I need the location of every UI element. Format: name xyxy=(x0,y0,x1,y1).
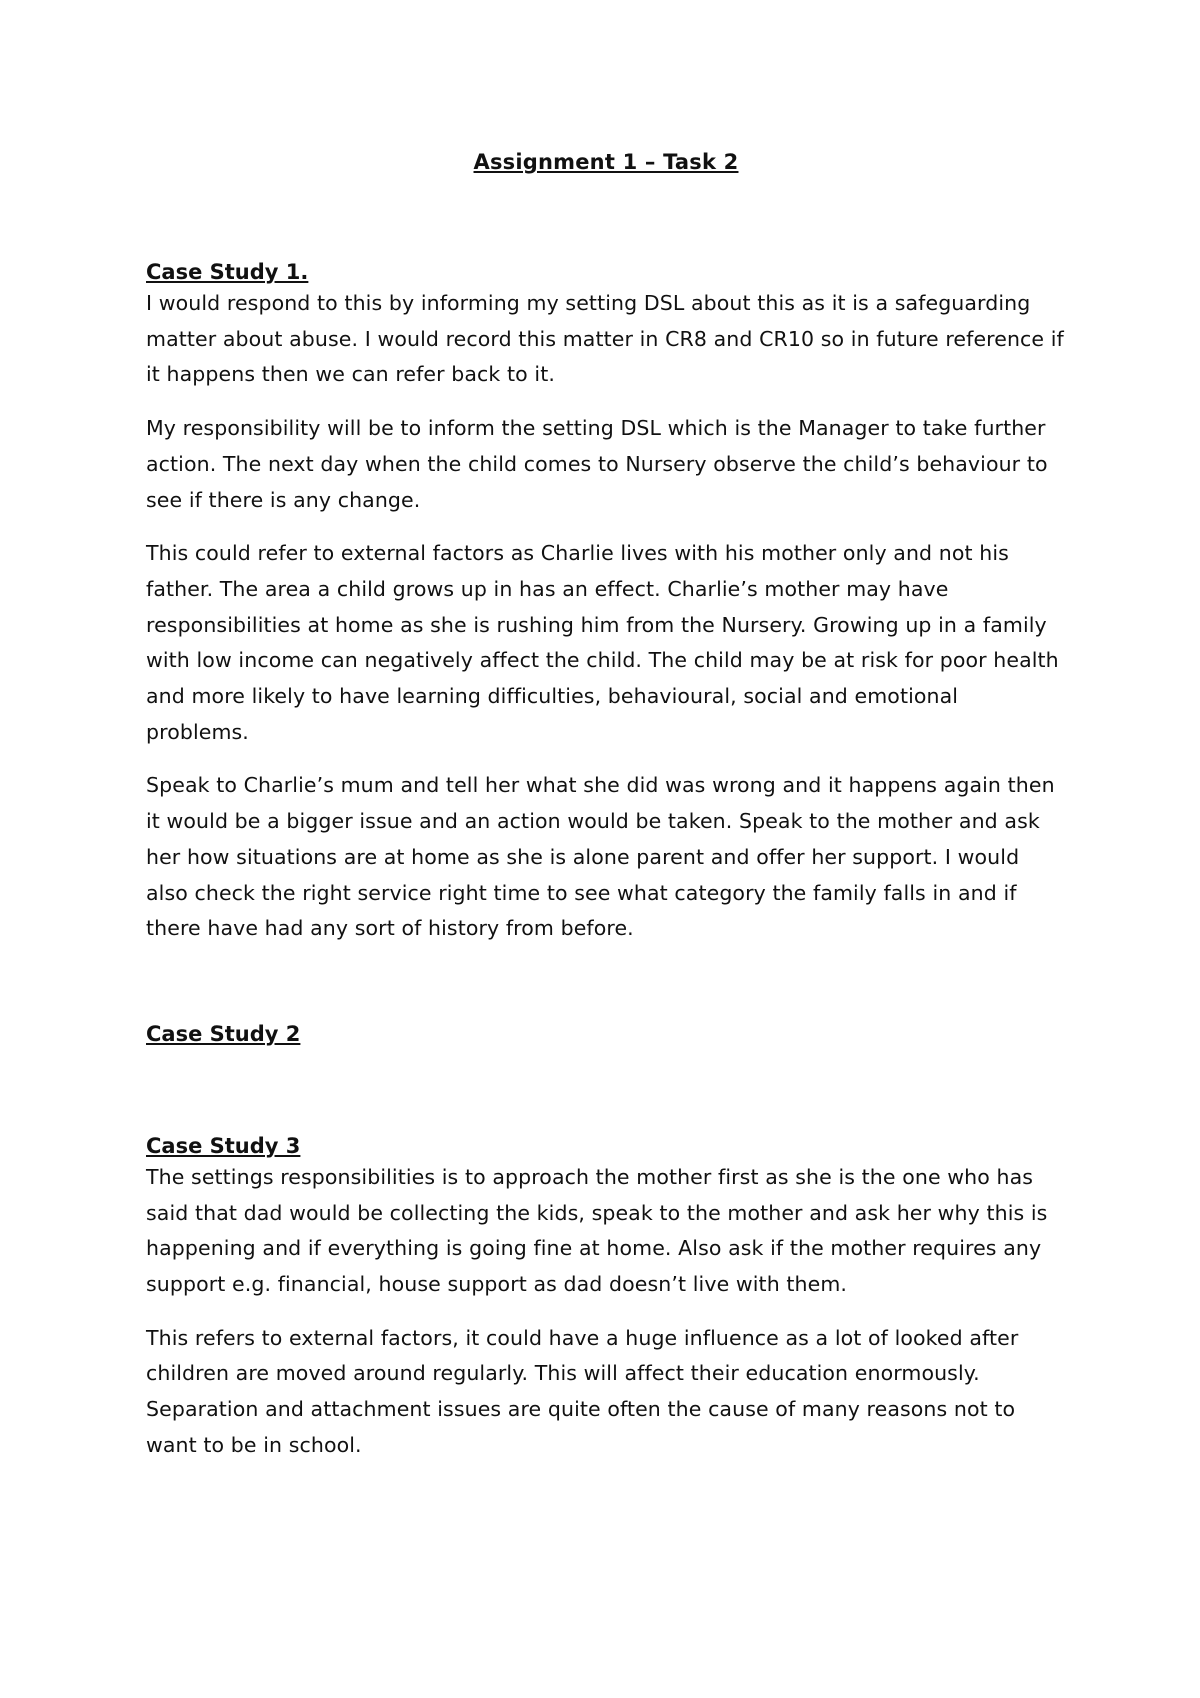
case-study-3-paragraph-2: This refers to external factors, it could have a huge influence as a lot of looked after children are moved around regularly. This will affect their education enormously. Separation and attachment issues are quite often the cause of many reasons not to want to be in school. xyxy=(146,1325,1019,1457)
case-study-2-heading: Case Study 2 xyxy=(146,1021,301,1046)
case-study-1-paragraph-4: Speak to Charlie’s mum and tell her what she did was wrong and it happens again then it would be a bigger issue and an action would be taken. Speak to the mother and ask her how situations are at home as she is alone parent and offer her support. I would also check the right service right time to see what category the family falls in and if there have had any sort of history from before. xyxy=(146,773,1055,941)
case-study-1-paragraph-3: This could refer to external factors as Charlie lives with his mother only and not his father. The area a child grows up in has an effect. Charlie’s mother may have responsibilities at home as she is rushing him from the Nursery. Growing up in a family with low income can negatively affect the child. The child may be at risk for poor health and more likely to have learning difficulties, behavioural, social and emotional problems. xyxy=(146,541,1059,744)
case-study-1-heading: Case Study 1. xyxy=(146,260,309,284)
document-title: Assignment 1 – Task 2 xyxy=(473,150,739,174)
case-study-1-paragraph-1: I would respond to this by informing my setting DSL about this as it is a safeguarding matter about abuse. I would record this matter in CR8 and CR10 so in future reference if it happens then we can refer back to it. xyxy=(146,291,1064,387)
case-study-3-paragraph-1: The settings responsibilities is to approach the mother first as she is the one who has said that dad would be collecting the kids, speak to the mother and ask her why this is happening and if everything is going fine at home. Also ask if the mother requires any support e.g. financial, house support as dad doesn’t live with them. xyxy=(146,1164,1048,1297)
document-content xyxy=(146,148,1066,1482)
case-study-1-paragraph-2: My responsibility will be to inform the setting DSL which is the Manager to take further action. The next day when the child comes to Nursery observe the child’s behaviour to see if there is any change. xyxy=(146,416,1048,512)
case-study-3-heading: Case Study 3 xyxy=(146,1133,301,1158)
